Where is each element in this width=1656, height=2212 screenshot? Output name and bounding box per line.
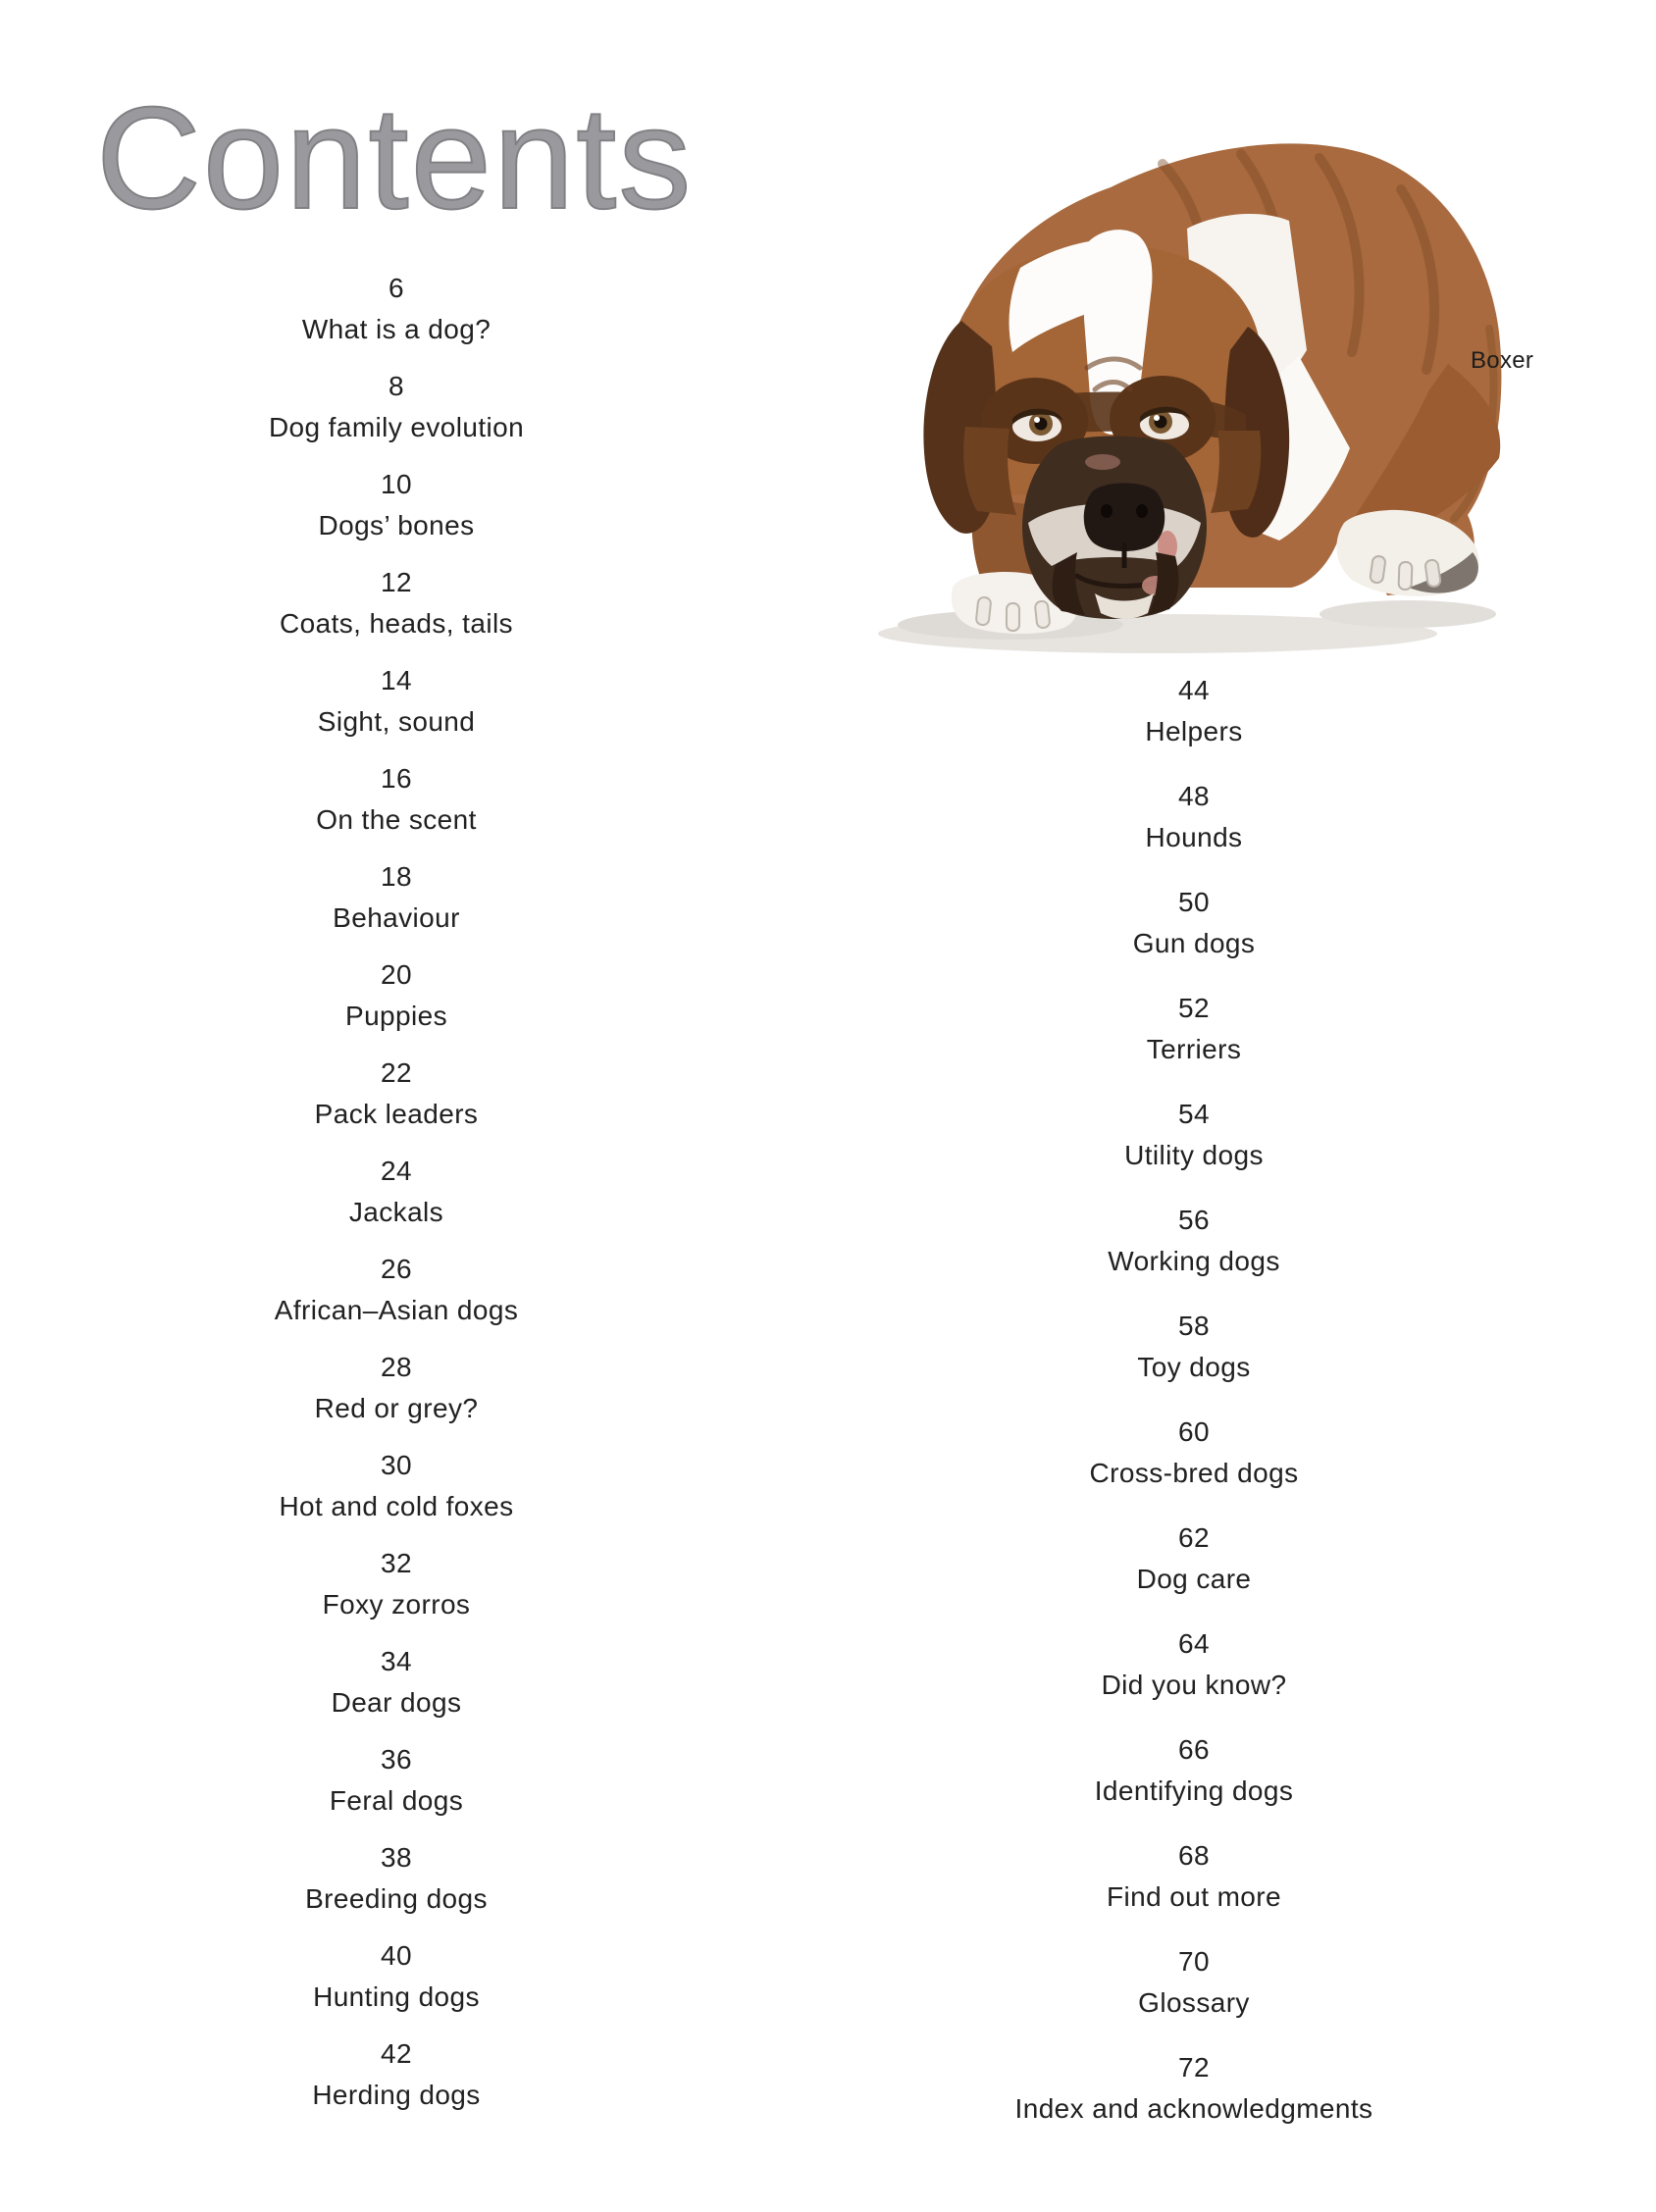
toc-entry-page-number: 34	[381, 1646, 412, 1676]
toc-entry	[939, 882, 1449, 964]
toc-entry	[141, 1151, 651, 1233]
toc-entry-title: Did you know?	[1101, 1670, 1287, 1700]
toc-entry	[141, 268, 651, 350]
toc-entry	[141, 856, 651, 939]
toc-entry	[141, 758, 651, 841]
toc-entry	[939, 988, 1449, 1070]
toc-entry-title: Sight, sound	[317, 706, 476, 737]
toc-entry-title: Dear dogs	[331, 1687, 462, 1718]
toc-entry-title: Identifying dogs	[1094, 1775, 1294, 1806]
toc-entry-title: Coats, heads, tails	[280, 608, 513, 639]
toc-entry-page-number: 36	[381, 1744, 412, 1775]
toc-entry-title: Herding dogs	[312, 2080, 481, 2110]
toc-entry	[141, 1543, 651, 1625]
toc-entry	[939, 1729, 1449, 1812]
toc-entry-page-number: 16	[381, 763, 412, 794]
toc-entry-page-number: 24	[381, 1156, 412, 1186]
toc-entry-title: Working dogs	[1108, 1246, 1280, 1276]
toc-entry-page-number: 60	[1178, 1416, 1210, 1447]
toc-entry-page-number: 66	[1178, 1734, 1210, 1765]
toc-entry	[939, 1518, 1449, 1600]
toc-entry-page-number: 44	[1178, 675, 1210, 705]
toc-entry-title: Feral dogs	[329, 1785, 464, 1816]
toc-entry-page-number: 72	[1178, 2052, 1210, 2083]
toc-entry-page-number: 28	[381, 1352, 412, 1382]
toc-entry-page-number: 22	[381, 1057, 412, 1088]
toc-entry-page-number: 70	[1178, 1946, 1210, 1977]
toc-entry-title: On the scent	[316, 804, 477, 835]
toc-entry-title: Behaviour	[333, 902, 460, 933]
toc-entry	[939, 1835, 1449, 1918]
toc-entry-page-number: 14	[381, 665, 412, 695]
page-title: Contents	[96, 77, 694, 239]
toc-entry	[141, 660, 651, 743]
toc-entry	[141, 2033, 651, 2116]
toc-entry-page-number: 10	[381, 469, 412, 499]
toc-entry	[141, 464, 651, 546]
toc-entry-title: Hot and cold foxes	[279, 1491, 514, 1521]
toc-entry	[141, 954, 651, 1037]
boxer-photo	[863, 103, 1521, 667]
toc-entry	[939, 1623, 1449, 1706]
toc-entry-title: Hunting dogs	[313, 1981, 480, 2012]
toc-entry-title: Dog family evolution	[268, 412, 525, 442]
toc-entry-page-number: 8	[388, 371, 404, 401]
toc-entry-title: Utility dogs	[1124, 1140, 1264, 1170]
toc-entry	[141, 1641, 651, 1723]
toc-entry-title: What is a dog?	[301, 314, 492, 344]
toc-entry	[939, 1306, 1449, 1388]
toc-entry-page-number: 20	[381, 959, 412, 990]
toc-entry-page-number: 62	[1178, 1522, 1210, 1553]
boxer-dog-image	[863, 103, 1521, 667]
toc-entry-page-number: 32	[381, 1548, 412, 1578]
toc-entry	[939, 776, 1449, 858]
toc-entry	[939, 1200, 1449, 1282]
toc-entry-title: Terriers	[1146, 1034, 1242, 1064]
toc-entry-title: Glossary	[1138, 1987, 1250, 2018]
toc-entry	[939, 1094, 1449, 1176]
toc-entry-title: African–Asian dogs	[274, 1295, 519, 1325]
toc-entry-title: Jackals	[348, 1197, 444, 1227]
toc-entry-page-number: 50	[1178, 887, 1210, 917]
toc-entry-title: Puppies	[345, 1001, 447, 1031]
toc-entry-page-number: 68	[1178, 1840, 1210, 1871]
toc-entry	[141, 1739, 651, 1822]
toc-entry-page-number: 52	[1178, 993, 1210, 1023]
toc-entry-page-number: 56	[1178, 1205, 1210, 1235]
toc-entry-title: Index and acknowledgments	[1014, 2093, 1373, 2124]
toc-entry	[141, 1053, 651, 1135]
toc-entry-page-number: 58	[1178, 1311, 1210, 1341]
toc-entry-page-number: 42	[381, 2038, 412, 2069]
toc-left-column	[141, 268, 651, 2116]
toc-entry-page-number: 26	[381, 1254, 412, 1284]
toc-entry	[141, 1445, 651, 1527]
toc-entry-page-number: 40	[381, 1940, 412, 1971]
toc-entry-page-number: 12	[381, 567, 412, 597]
toc-entry-title: Breeding dogs	[305, 1883, 488, 1914]
toc-entry-title: Dogs’ bones	[318, 510, 475, 540]
photo-caption-boxer: Boxer	[1471, 347, 1534, 374]
toc-entry	[141, 366, 651, 448]
toc-entry	[939, 670, 1449, 752]
toc-entry-page-number: 48	[1178, 781, 1210, 811]
toc-entry-page-number: 54	[1178, 1099, 1210, 1129]
toc-entry	[141, 1837, 651, 1920]
toc-entry-title: Pack leaders	[314, 1099, 479, 1129]
toc-entry-title: Hounds	[1145, 822, 1243, 852]
toc-entry-title: Dog care	[1136, 1564, 1252, 1594]
toc-entry-page-number: 30	[381, 1450, 412, 1480]
toc-entry-page-number: 64	[1178, 1628, 1210, 1659]
toc-entry-title: Toy dogs	[1137, 1352, 1251, 1382]
toc-entry	[939, 1941, 1449, 2024]
toc-entry-page-number: 18	[381, 861, 412, 892]
toc-entry-title: Red or grey?	[314, 1393, 479, 1423]
toc-entry	[939, 1412, 1449, 1494]
toc-entry	[939, 2047, 1449, 2130]
toc-entry-title: Cross-bred dogs	[1089, 1458, 1299, 1488]
toc-entry-page-number: 38	[381, 1842, 412, 1873]
toc-entry-title: Helpers	[1145, 716, 1243, 746]
toc-entry	[141, 562, 651, 644]
toc-entry-title: Foxy zorros	[322, 1589, 471, 1620]
toc-entry-title: Find out more	[1107, 1881, 1281, 1912]
toc-entry	[141, 1935, 651, 2018]
toc-entry-title: Gun dogs	[1132, 928, 1256, 958]
toc-entry-page-number: 6	[388, 273, 404, 303]
toc-right-column	[939, 670, 1449, 2130]
toc-entry	[141, 1249, 651, 1331]
toc-entry	[141, 1347, 651, 1429]
